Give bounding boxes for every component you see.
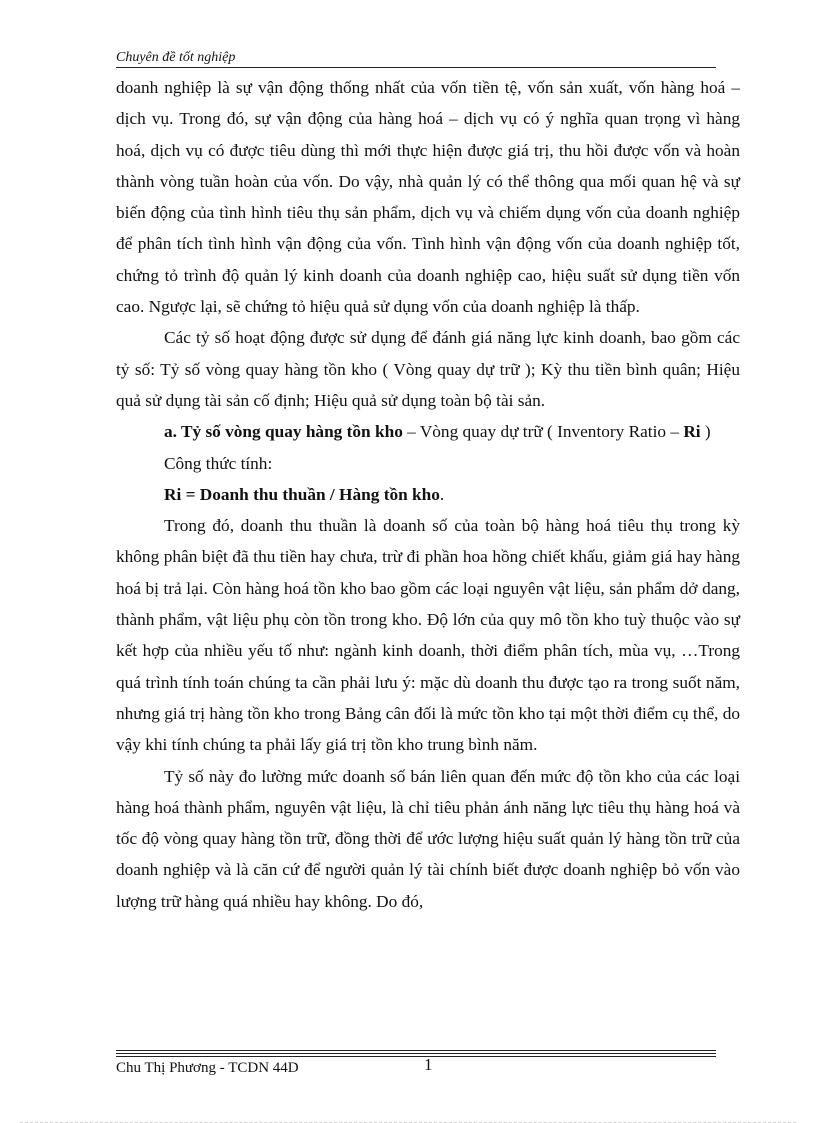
paragraph-1: doanh nghiệp là sự vận động thống nhất của vốn tiền tệ, vốn sản xuất, vốn hàng hoá – dịch vụ. Trong đó, sự vận động của hàng hoá – dịch vụ có ý nghĩa quan trọng vì hàng hoá, dịch vụ có được tiêu dùng thì mới thực hiện được giá trị, thu hồi được vốn và hoàn thành vòng tuần hoàn của vốn. Do vậy, nhà quản lý có thể thông qua mối quan hệ và sự biến động của tình hình tiêu thụ sản phẩm, dịch vụ và chiếm dụng vốn của doanh nghiệp để phân tích tình hình vận động của vốn. Tình hình vận động vốn của doanh nghiệp tốt, chứng tỏ trình độ quản lý kinh doanh của doanh nghiệp cao, hiệu suất sử dụng tiền vốn cao. Ngược lại, sẽ chứng tỏ hiệu quả sử dụng vốn của doanh nghiệp là thấp. [116, 78, 740, 317]
footer-divider-top [116, 1050, 716, 1051]
paragraph-2: Các tỷ số hoạt động được sử dụng để đánh giá năng lực kinh doanh, bao gồm các tỷ số: Tỷ số vòng quay hàng tồn kho ( Vòng quay dự trữ ); Kỳ thu tiền bình quân; Hiệu quả sử dụng tài sản cố định; Hiệu quả sử dụng toàn bộ tài sản. [116, 328, 740, 410]
paragraph-7: Tỷ số này đo lường mức doanh số bán liên quan đến mức độ tồn kho của các loại hàng hoá thành phẩm, nguyên vật liệu, là chỉ tiêu phản ánh năng lực tiêu thụ hàng hoá và tốc độ vòng quay hàng tồn trữ, đồng thời để ước lượng hiệu suất quản lý hàng tồn trữ của doanh nghiệp và là căn cứ để người quản lý tài chính biết được doanh nghiệp bỏ vốn vào lượng trữ hàng quá nhiều hay không. Do đó, [116, 766, 740, 911]
header-divider [116, 67, 716, 68]
document-body [116, 72, 740, 917]
footer-divider-bottom [116, 1056, 716, 1057]
paragraph-6: Trong đó, doanh thu thuần là doanh số của toàn bộ hàng hoá tiêu thụ trong kỳ không phân biệt đã thu tiền hay chưa, trừ đi phần hoa hồng chiết khấu, giảm giá hay hàng hoá bị trả lại. Còn hàng hoá tồn kho bao gồm các loại nguyên vật liệu, sản phẩm dở dang, thành phẩm, vật liệu phụ còn tồn trong kho. Độ lớn của quy mô tồn kho tuỳ thuộc vào sự kết hợp của nhiều yếu tố như: ngành kinh doanh, thời điểm phân tích, mùa vụ, …Trong quá trình tính toán chúng ta cần phải lưu ý: mặc dù doanh thu được tạo ra trong suốt năm, nhưng giá trị hàng tồn kho trong Bảng cân đối là mức tồn kho tại một thời điểm cụ thể, do vậy khi tính chúng ta phải lấy giá trị tồn kho trung bình năm. [116, 516, 740, 755]
section-heading-close: ) [700, 422, 711, 442]
section-heading-bold: a. Tỷ số vòng quay hàng tồn kho [164, 422, 403, 442]
section-heading-rest: – Vòng quay dự trữ ( Inventory Ratio – [402, 422, 684, 442]
footer-divider-middle [116, 1053, 716, 1054]
section-heading-ri: Ri [683, 422, 701, 442]
page-number: 1 [424, 1055, 433, 1074]
formula: Ri = Doanh thu thuần / Hàng tồn kho [164, 484, 440, 504]
paragraph-3-heading [116, 416, 740, 447]
footer-author: Chu Thị Phương - TCDN 44D [116, 1060, 299, 1076]
formula-end: . [439, 484, 445, 504]
page-header-title: Chuyên đề tốt nghiệp [116, 50, 236, 65]
paragraph-4: Công thức tính: [164, 453, 273, 473]
formula-line [116, 479, 740, 510]
